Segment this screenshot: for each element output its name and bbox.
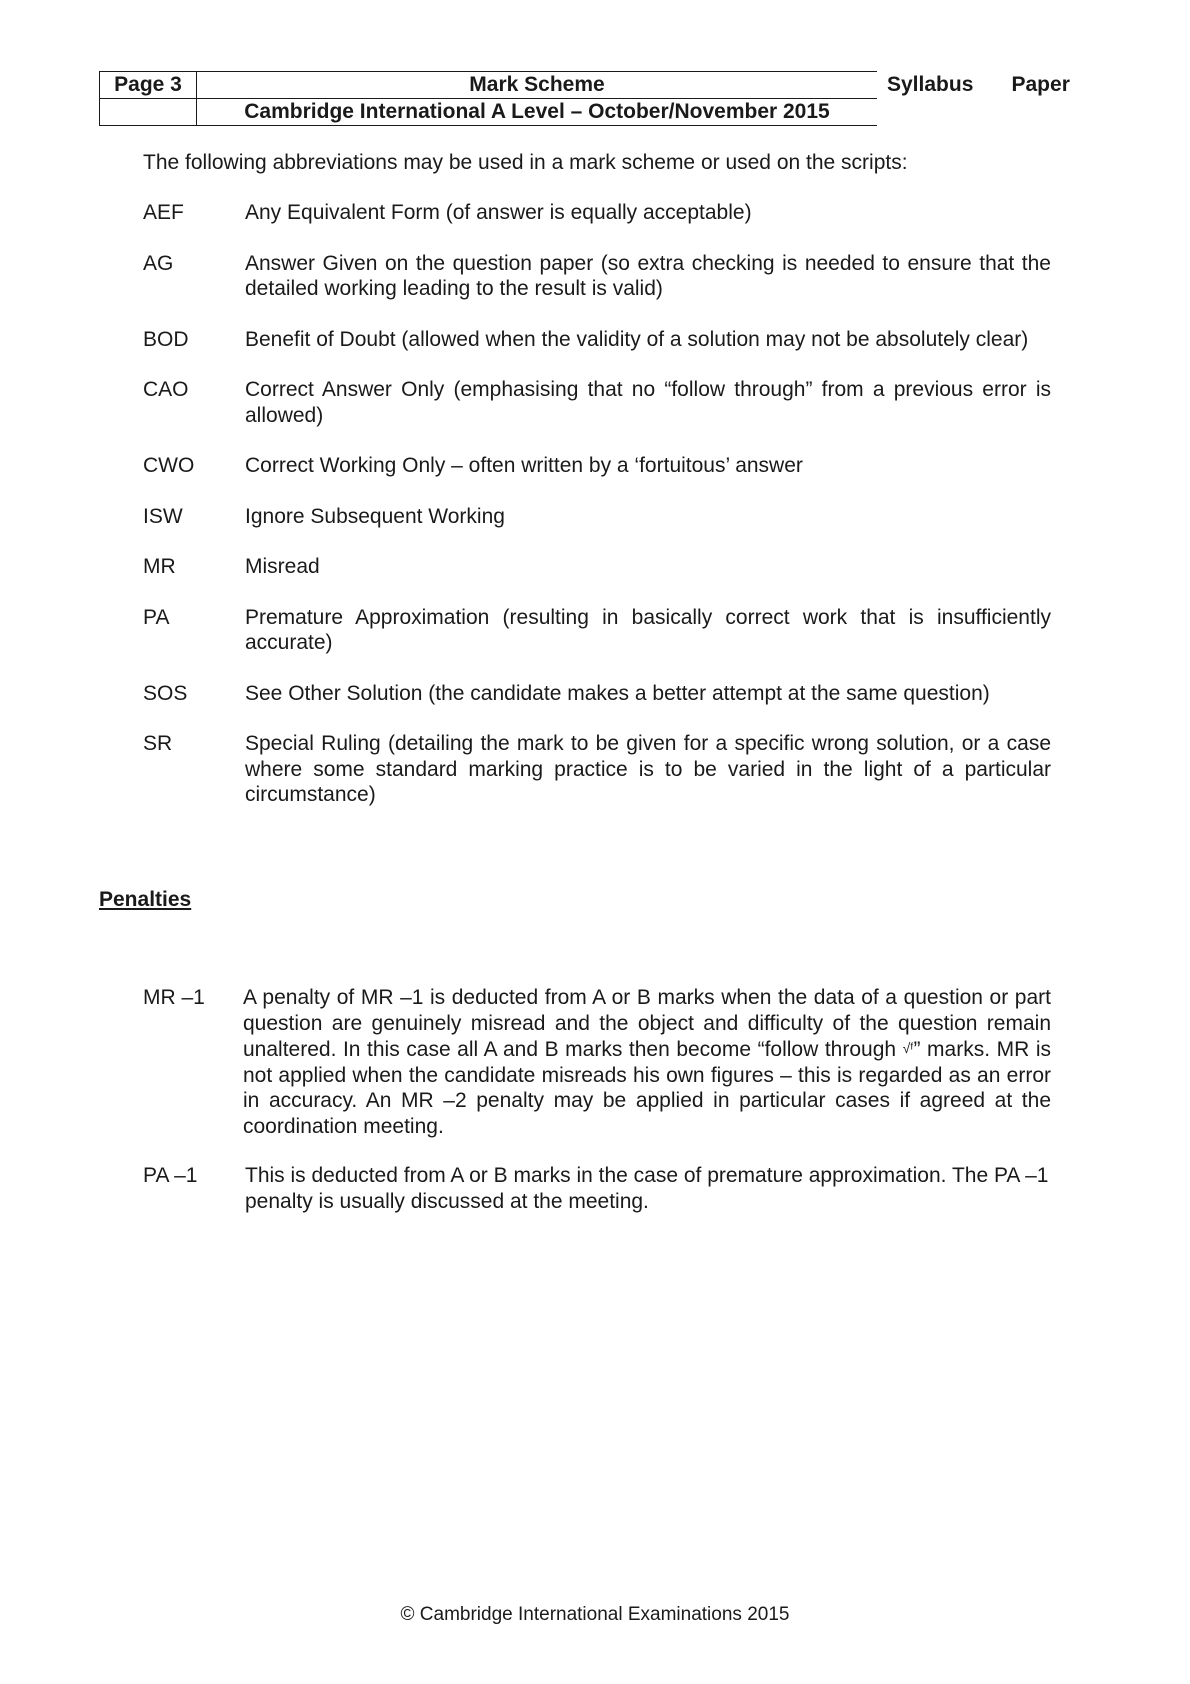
penalty-mr bbox=[143, 985, 1051, 1139]
paper-label: Paper bbox=[1011, 73, 1070, 96]
page-number: Page 3 bbox=[100, 72, 197, 99]
header-table bbox=[99, 71, 1070, 126]
abbreviation-item bbox=[143, 605, 1051, 656]
abbreviation-description: Misread bbox=[245, 555, 320, 578]
penalty-mr-code: MR –1 bbox=[143, 986, 205, 1009]
abbreviations-intro: The following abbreviations may be used in a mark scheme or used on the scripts: bbox=[143, 151, 908, 174]
abbreviation-code: SOS bbox=[143, 681, 188, 705]
abbreviation-code: AEF bbox=[143, 201, 184, 224]
abbreviation-description: Benefit of Doubt (allowed when the validity of a solution may not be absolutely clear) bbox=[245, 327, 1029, 351]
abbreviations-list bbox=[143, 200, 1051, 833]
penalty-mr-description bbox=[243, 985, 1051, 1139]
abbreviation-description: Correct Working Only – often written by a ‘fortuitous’ answer bbox=[245, 454, 803, 477]
penalty-pa-code: PA –1 bbox=[143, 1164, 198, 1187]
abbreviation-item bbox=[143, 453, 1051, 479]
abbreviation-description: Correct Answer Only (emphasising that no “follow through” from a previous error is allowed) bbox=[245, 378, 1051, 427]
abbreviation-item bbox=[143, 731, 1051, 808]
penalty-pa-description: This is deducted from A or B marks in the case of premature approximation. The PA –1 penalty is usually discussed at the meeting. bbox=[245, 1164, 1049, 1213]
abbreviation-code: ISW bbox=[143, 504, 183, 528]
abbreviation-code: BOD bbox=[143, 327, 189, 351]
abbreviation-code: CAO bbox=[143, 378, 189, 401]
follow-through-tick-icon: √ᶠ bbox=[902, 1040, 914, 1056]
syllabus-label: Syllabus bbox=[887, 73, 974, 96]
abbreviation-description: Answer Given on the question paper (so extra checking is needed to ensure that the detailed working leading to the result is valid) bbox=[245, 251, 1051, 300]
abbreviation-item bbox=[143, 681, 1051, 707]
penalty-mr-text-1: A penalty of MR –1 is deducted from A or B marks when the data of a question or part question are genuinely misread and the object and difficulty of the question remain unaltered. In this case all A and B marks then become “follow through bbox=[243, 986, 1051, 1061]
abbreviation-item bbox=[143, 251, 1051, 302]
header-row-1 bbox=[100, 72, 1070, 99]
abbreviation-item bbox=[143, 200, 1051, 226]
abbreviation-code: PA bbox=[143, 605, 170, 629]
penalties-heading: Penalties bbox=[99, 888, 192, 911]
header-blank-cell bbox=[100, 99, 197, 126]
syllabus-value-cell bbox=[877, 99, 1012, 126]
document-title: Mark Scheme bbox=[197, 72, 878, 99]
abbreviation-code: SR bbox=[143, 732, 173, 755]
abbreviation-item bbox=[143, 327, 1051, 353]
abbreviation-description: Special Ruling (detailing the mark to be given for a specific wrong solution, or a case where some standard marking practice is to be varied in the light of a particular circumstance) bbox=[245, 732, 1051, 806]
penalty-pa bbox=[143, 1163, 1103, 1214]
abbreviation-description: See Other Solution (the candidate makes a better attempt at the same question) bbox=[245, 681, 990, 705]
abbreviation-description: Ignore Subsequent Working bbox=[245, 504, 505, 528]
copyright-footer: © Cambridge International Examinations 2015 bbox=[400, 1604, 790, 1625]
abbreviation-item bbox=[143, 504, 1051, 530]
abbreviation-description: Any Equivalent Form (of answer is equally acceptable) bbox=[245, 201, 752, 224]
abbreviation-item bbox=[143, 554, 1051, 580]
abbreviation-code: CWO bbox=[143, 454, 195, 477]
header-row-2 bbox=[100, 99, 1070, 126]
abbreviation-description: Premature Approximation (resulting in basically correct work that is insufficiently accurate) bbox=[245, 605, 1051, 654]
paper-value-cell bbox=[1012, 99, 1070, 126]
document-subtitle: Cambridge International A Level – October/November 2015 bbox=[197, 99, 878, 126]
abbreviation-code: MR bbox=[143, 555, 176, 578]
abbreviation-item bbox=[143, 377, 1051, 428]
abbreviation-code: AG bbox=[143, 251, 174, 275]
penalty-mr-text-2: ” marks. MR is not applied when the candidate misreads his own figures – this is regarded as an error in accuracy. An MR –2 penalty may be applied in particular cases if agreed at the coordination meeting. bbox=[243, 1038, 1051, 1138]
